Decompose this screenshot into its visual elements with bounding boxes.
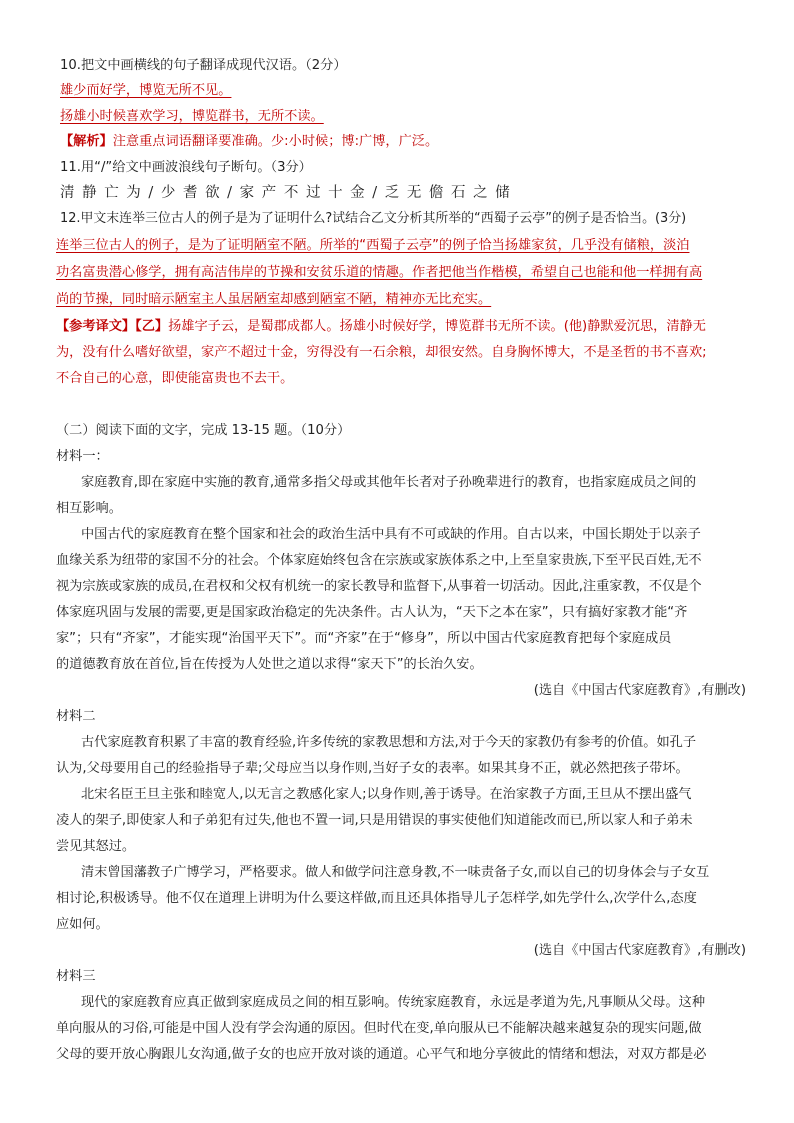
- material-2-p3-line-2: 相讨论,积极诱导。他不仅在道理上讲明为什么要这样做,而且还具体指导儿子怎样学,如先学什么,次学什么,态度: [56, 891, 697, 906]
- q10-answer-line-1: 雄少而好学，博览无所不见。: [60, 83, 232, 98]
- q10-question: 10.把文中画横线的句子翻译成现代汉语。（2分）: [60, 58, 347, 73]
- material-1-p2-line-1: 中国古代的家庭教育在整个国家和社会的政治生活中具有不可或缺的作用。自古以来，中国长期处于以亲子: [81, 527, 701, 542]
- material-1-p2-line-5: 家”；只有“齐家”，才能实现“治国平天下”。而“齐家”在于“修身”，所以中国古代家庭教育把每个家庭成员: [56, 631, 672, 646]
- material-1-source: (选自《中国古代家庭教育》,有删改): [533, 683, 746, 698]
- translation-tag: 【参考译文】【乙】: [56, 319, 169, 334]
- material-3-title: 材料三: [56, 969, 96, 984]
- q10-answer-line-2: 扬雄小时候喜欢学习，博览群书，无所不读。: [60, 109, 324, 124]
- material-1-title: 材料一：: [56, 449, 109, 464]
- analysis-tag: 【解析】: [60, 134, 113, 149]
- material-1-p2-line-2: 血缘关系为纽带的家国不分的社会。个体家庭始终包含在宗族或家族体系之中,上至皇家贵族,下至平民百姓,无不: [56, 553, 702, 568]
- material-3-p1-line-3: 父母的要开放心胸跟儿女沟通,做子女的也应开放对谈的通道。心平气和地分享彼此的情绪和想法，对双方都是必: [56, 1047, 707, 1062]
- section2-heading: （二）阅读下面的文字，完成 13-15 题。（10分）: [56, 423, 351, 438]
- material-2-title: 材料二: [56, 709, 96, 724]
- material-3-p1-line-1: 现代的家庭教育应真正做到家庭成员之间的相互影响。传统家庭教育，永远是孝道为先,凡事顺从父母。这种: [81, 995, 706, 1010]
- analysis-text: 注意重点词语翻译要准确。少:小时候；博:广博，广泛。: [112, 134, 439, 149]
- q12-answer-line-1: 连举三位古人的例子，是为了证明陋室不陋。所举的“西蜀子云亭”的例子恰当扬雄家贫，几乎没有储粮，淡泊: [56, 238, 690, 253]
- material-2-p2-line-3: 尝见其怒过。: [56, 839, 136, 854]
- q11-answer: 清静亡为/少耆欲/家产不过十金/乏无儋石之储: [60, 185, 518, 201]
- material-2-p3-line-1: 清末曾国藩教子广博学习，严格要求。做人和做学问注意身教,不一味责备子女,而以自己的切身体会与子女互: [81, 865, 710, 880]
- translation-line-1: 【参考译文】【乙】扬雄字子云，是蜀郡成都人。扬雄小时候好学，博览群书无所不读。(他)静默爱沉思，清静无: [56, 319, 706, 334]
- material-2-p3-line-3: 应如何。: [56, 917, 109, 932]
- material-1-p1-line-1: 家庭教育,即在家庭中实施的教育,通常多指父母或其他年长者对子孙晚辈进行的教育，也指家庭成员之间的: [81, 475, 697, 490]
- material-2-source: (选自《中国古代家庭教育》,有删改): [533, 943, 746, 958]
- q12-answer-line-3: 尚的节操，同时暗示陋室主人虽居陋室却感到陋室不陋，精神亦无比充实。: [56, 292, 492, 307]
- translation-line-2: 为，没有什么嗜好欲望，家产不超过十金，穷得没有一石余粮，却很安然。自身胸怀博大，不是圣哲的书不喜欢;: [56, 345, 707, 360]
- material-1-p1-line-2: 相互影响。: [56, 501, 122, 516]
- material-1-p2-line-4: 体家庭巩固与发展的需要,更是国家政治稳定的先决条件。古人认为，“天下之本在家”，只有搞好家教才能“齐: [56, 605, 688, 620]
- q12-question: 12.甲文末连举三位古人的例子是为了证明什么?试结合乙文分析其所举的“西蜀子云亭”的例子是否恰当。(3分): [60, 211, 687, 226]
- q10-analysis: [60, 133, 438, 151]
- material-1-p2-line-6: 的道德教育放在首位,旨在传授为人处世之道以求得“家天下”的长治久安。: [56, 657, 483, 672]
- q12-answer-line-2: 功名富贵潜心修学，拥有高洁伟岸的节操和安贫乐道的情趣。作者把他当作楷模，希望自己也能和他一样拥有高: [56, 265, 703, 280]
- material-1-p2-line-3: 视为宗族或家族的成员,在君权和父权有机统一的家长教导和监督下,从事着一切活动。因此,注重家教，不仅是个: [56, 579, 702, 594]
- material-2-p2-line-2: 凌人的架子,即使家人和子弟犯有过失,他也不置一词,只是用错误的事实使他们知道能改而已,所以家人和子弟未: [56, 813, 693, 828]
- material-2-p1-line-2: 认为,父母要用自己的经验指导子辈;父母应当以身作则,当好子女的表率。如果其身不正，就必然把孩子带坏。: [56, 761, 689, 776]
- material-2-p1-line-1: 古代家庭教育积累了丰富的教育经验,许多传统的家教思想和方法,对于今天的家教仍有参考的价值。如孔子: [81, 735, 697, 750]
- material-3-p1-line-2: 单向服从的习俗,可能是中国人没有学会沟通的原因。但时代在变,单向服从已不能解决越来越复杂的现实问题,做: [56, 1021, 702, 1036]
- translation-line-3: 不合自己的心意，即使能富贵也不去干。: [56, 371, 294, 386]
- material-2-p2-line-1: 北宋名臣王旦主张和睦宽人,以无言之教感化家人;以身作则,善于诱导。在治家教子方面,王旦从不摆出盛气: [81, 787, 692, 802]
- q11-question: 11.用“/”给文中画波浪线句子断句。（3分）: [60, 160, 312, 175]
